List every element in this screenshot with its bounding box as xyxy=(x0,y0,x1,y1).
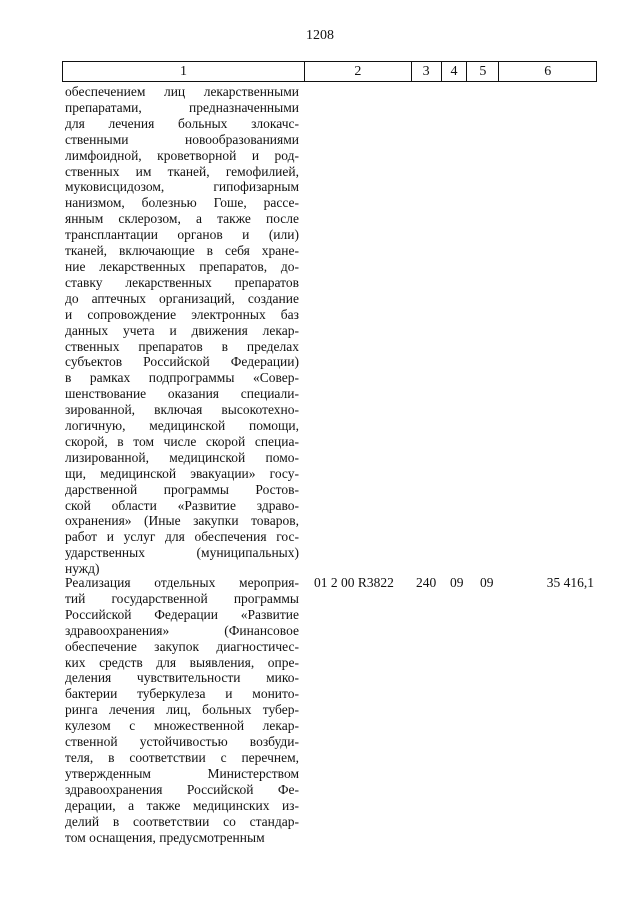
text-line: нужд) xyxy=(65,561,100,577)
text-line: ственной устойчивостью возбуди- xyxy=(65,734,299,750)
text-line: ких средств для выявления, опре- xyxy=(65,654,299,670)
text-line: ставку лекарственных препаратов xyxy=(65,274,299,290)
text-line: до аптечных организаций, создание xyxy=(65,290,299,306)
text-line: обеспечением лиц лекарственными xyxy=(65,84,299,99)
text-line: шенствование оказания специали- xyxy=(65,386,299,402)
text-line: обеспечение закупок диагностичес- xyxy=(65,638,299,654)
row-description-continued xyxy=(65,84,299,577)
text-line: ской области «Развитие здраво- xyxy=(65,497,299,513)
table-header-row xyxy=(62,61,597,82)
row-section: 09 xyxy=(450,575,464,590)
text-line: трансплантации органов и (или) xyxy=(65,227,299,243)
text-line: тканей, включающие в себя хране- xyxy=(65,243,299,259)
row-amount: 35 416,1 xyxy=(546,575,594,590)
text-line: деления чувствительности мико- xyxy=(65,670,299,686)
row-code: 01 2 00 R3822 xyxy=(314,575,394,590)
text-line: в рамках подпрограммы «Совер- xyxy=(65,370,299,386)
header-col-5: 5 xyxy=(467,62,499,81)
row-subsection: 09 xyxy=(480,575,494,590)
text-line: утвержденным Министерством xyxy=(65,765,299,781)
text-line: здравоохранения» (Финансовое xyxy=(65,622,299,638)
text-line: ственных препаратов в пределах xyxy=(65,338,299,354)
text-line: охранения» (Иные закупки товаров, xyxy=(65,513,299,529)
header-col-3: 3 xyxy=(412,62,442,81)
text-line: Российской Федерации «Развитие xyxy=(65,606,299,622)
text-line: делий в соответствии со стандар- xyxy=(65,813,299,829)
text-line: работ и услуг для обеспечения гос- xyxy=(65,529,299,545)
text-line: ственных им тканей, гемофилией, xyxy=(65,163,299,179)
text-line: ственными новообразованиями xyxy=(65,131,299,147)
header-col-4: 4 xyxy=(442,62,468,81)
text-line: зированной, включая высокотехно- xyxy=(65,402,299,418)
text-line: бактерии туберкулеза и монито- xyxy=(65,686,299,702)
text-line: кулезом с множественной лекар- xyxy=(65,718,299,734)
text-line: лимфоидной, кроветворной и род- xyxy=(65,147,299,163)
page-number: 1208 xyxy=(306,28,334,43)
header-col-2: 2 xyxy=(305,62,412,81)
text-line: Реализация отдельных мероприя- xyxy=(65,575,299,590)
text-line: для лечения больных злокачс- xyxy=(65,115,299,131)
text-line: данных учета и движения лекар- xyxy=(65,322,299,338)
header-col-6: 6 xyxy=(544,64,552,79)
text-line: дарственной программы Ростов- xyxy=(65,481,299,497)
text-line: ринга лечения лиц, больных тубер- xyxy=(65,702,299,718)
row-description-r3822 xyxy=(65,575,299,845)
text-line: субъектов Российской Федерации) xyxy=(65,354,299,370)
text-line: логичную, медицинской помощи, xyxy=(65,418,299,434)
text-line: янным склерозом, а также после xyxy=(65,211,299,227)
text-line: дерации, а также медицинских из- xyxy=(65,797,299,813)
text-line: здравоохранения Российской Фе- xyxy=(65,781,299,797)
text-line: нанизмом, болезнью Гоше, рассе- xyxy=(65,195,299,211)
text-line: щи, медицинской эвакуации» госу- xyxy=(65,465,299,481)
text-line: том оснащения, предусмотренным xyxy=(65,829,265,845)
text-line: лизированной, медицинской помо- xyxy=(65,449,299,465)
text-line: и сопровождение электронных баз xyxy=(65,306,299,322)
header-col-1: 1 xyxy=(63,62,305,81)
text-line: муковисцидозом, гипофизарным xyxy=(65,179,299,195)
text-line: препаратами, предназначенными xyxy=(65,99,299,115)
text-line: ударственных (муниципальных) xyxy=(65,545,299,561)
text-line: тий государственной программы xyxy=(65,590,299,606)
text-line: скорой, в том числе скорой специа- xyxy=(65,433,299,449)
text-line: ние лекарственных препаратов, до- xyxy=(65,258,299,274)
text-line: теля, в соответствии с перечнем, xyxy=(65,749,299,765)
row-expense-type: 240 xyxy=(416,575,437,590)
